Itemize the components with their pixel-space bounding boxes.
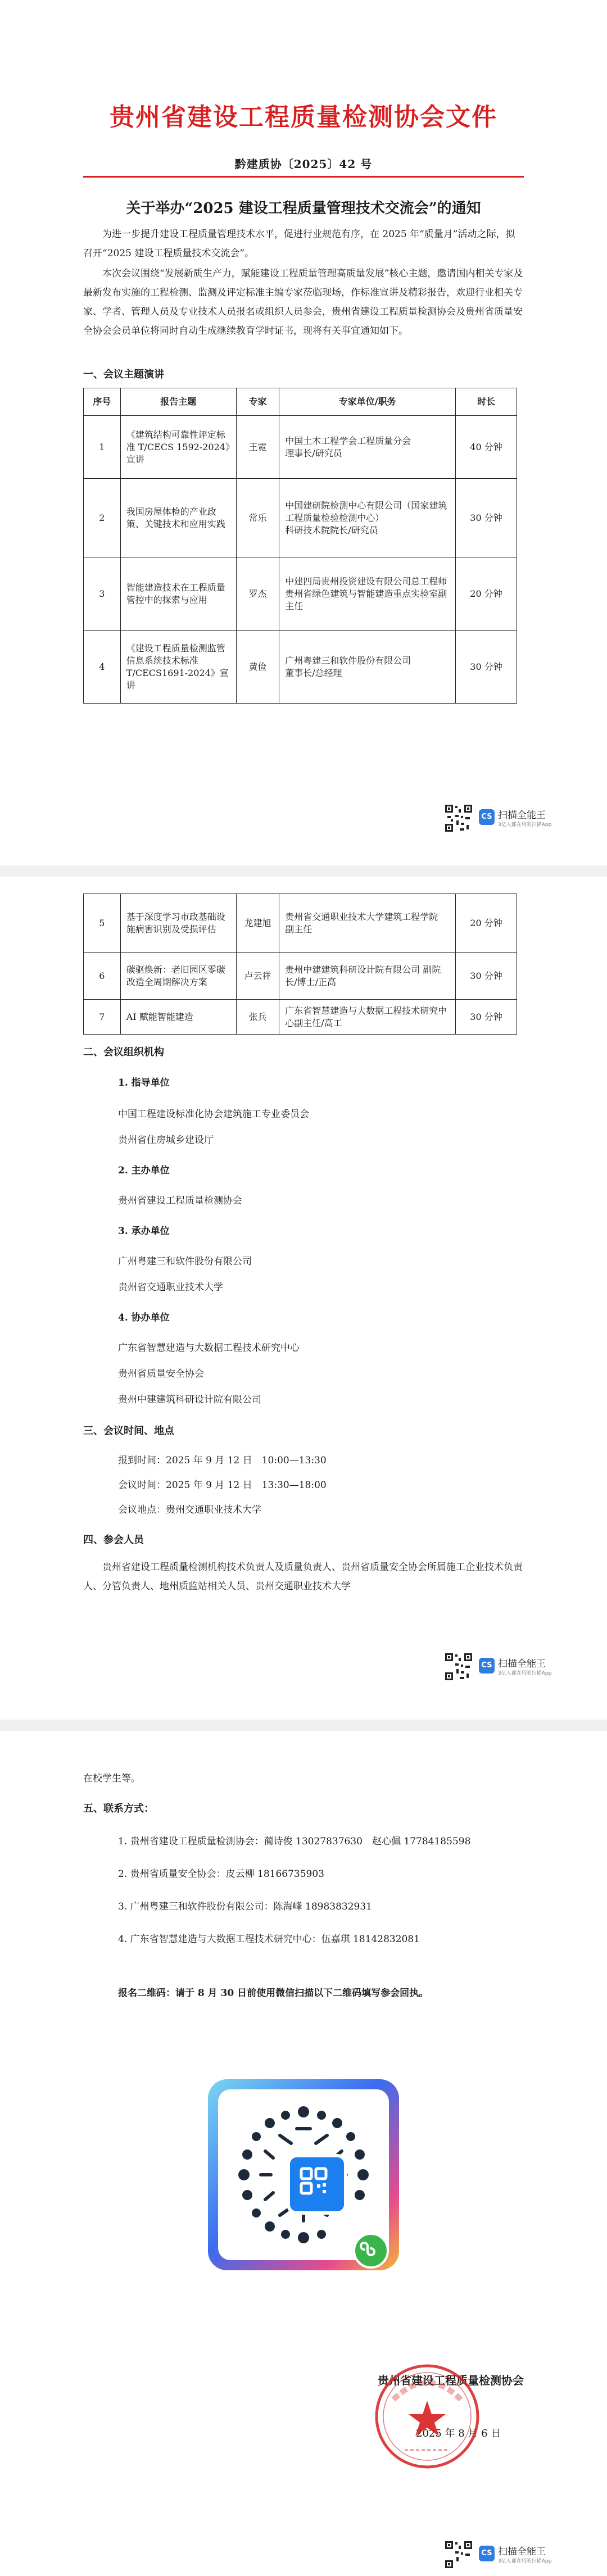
- org-item: 广东省智慧建造与大数据工程技术研究中心: [118, 1343, 300, 1354]
- column-header: 专家: [236, 388, 279, 416]
- scanner-brand: 扫描全能王: [498, 2546, 546, 2557]
- intro-paragraph-2: 本次会议围绕“发展新质生产力，赋能建设工程质量管理高质量发展”核心主题，邀请国内相关专家及最新发布实施的工程检测、监测及评定标准主编专家莅临现场，作标准宣讲及精彩报告，欢迎行业相关专家、学者、管理人员及专业技术人员报名或组织人员参会，贵州省建设工程质量检测协会及贵州省质量安全协会会员单位将同时自动生成继续教育学时证书，现将有关事宜通知如下。: [83, 268, 523, 337]
- org-item: 广州粤建三和软件股份有限公司: [118, 1256, 252, 1267]
- org-group-title: 1. 指导单位: [118, 1077, 170, 1089]
- qr-code-pattern: [218, 2089, 389, 2260]
- org-item: 贵州省建设工程质量检测协会: [118, 1195, 242, 1207]
- section-heading-speeches: 一、会议主题演讲: [83, 369, 164, 380]
- column-header: 专家单位/职务: [279, 388, 456, 416]
- contact-line: 3. 广州粤建三和软件股份有限公司：陈海峰 18983832931: [118, 1901, 373, 1912]
- scanner-logo-icon: CS: [479, 2546, 495, 2561]
- report-topic: 《建设工程质量检测监管信息系统技术标准 T/CECS1691-2024》宣讲: [120, 631, 236, 704]
- scanner-tagline: 3亿人都在用的扫描App: [498, 822, 552, 828]
- org-item: 贵州省住房城乡建设厅: [118, 1135, 214, 1146]
- row-number: 4: [84, 631, 121, 704]
- duration: 20 分钟: [456, 557, 517, 631]
- report-topic: 碳驱焕新：老旧园区零碳改造全周期解决方案: [120, 953, 236, 1000]
- row-number: 7: [84, 1000, 121, 1035]
- registration-instruction: 报名二维码：请于 8 月 30 日前使用微信扫描以下二维码填写参会回执。: [118, 1988, 429, 1999]
- expert-name: 常乐: [236, 479, 279, 557]
- org-group-title: 3. 承办单位: [118, 1226, 170, 1237]
- expert-name: 卢云祥: [236, 953, 279, 1000]
- row-number: 6: [84, 953, 121, 1000]
- expert-name: 罗杰: [236, 557, 279, 631]
- duration: 20 分钟: [456, 894, 517, 953]
- section-heading-time-place: 三、会议时间、地点: [83, 1425, 174, 1437]
- signing-date: 2025 年 8 月 6 日: [416, 2428, 501, 2439]
- expert-affiliation: 中国建研院检测中心有限公司（国家建筑工程质量检验检测中心） 科研技术院院长/研究员: [279, 479, 456, 557]
- document-page-3: [0, 1731, 607, 2576]
- org-item: 贵州省交通职业技术大学: [118, 1282, 223, 1293]
- duration: 30 分钟: [456, 631, 517, 704]
- section-heading-contact: 五、联系方式：: [83, 1803, 154, 1815]
- report-topic: AI 赋能智能建造: [120, 1000, 236, 1035]
- org-item: 中国工程建设标准化协会建筑施工专业委员会: [118, 1109, 309, 1120]
- page-gap: [0, 865, 607, 877]
- expert-affiliation: 贵州中建建筑科研设计院有限公司 副院长/博士/正高: [279, 953, 456, 1000]
- scanner-logo-icon: CS: [479, 1658, 495, 1674]
- row-number: 3: [84, 557, 121, 631]
- column-header: 报告主题: [120, 388, 236, 416]
- scanner-logo-icon: CS: [479, 809, 495, 825]
- row-number: 2: [84, 479, 121, 557]
- table-row: [84, 479, 517, 557]
- table-header-row: [84, 388, 517, 416]
- wechat-mini-program-icon: [353, 2233, 389, 2269]
- expert-affiliation: 贵州省交通职业技术大学建筑工程学院 副主任: [279, 894, 456, 953]
- signing-organization: 贵州省建设工程质量检测协会: [378, 2374, 524, 2387]
- report-topic: 我国房屋体检的产业政策、关键技术和应用实践: [120, 479, 236, 557]
- table-row: [84, 953, 517, 1000]
- watermark-qr-icon: [444, 804, 473, 833]
- scanner-watermark: [444, 2540, 596, 2569]
- report-topic: 《建筑结构可靠性评定标准 T/CECS 1592-2024》宣讲: [120, 416, 236, 479]
- expert-name: 黄俭: [236, 631, 279, 704]
- report-topic: 智能建造技术在工程质量管控中的探索与应用: [120, 557, 236, 631]
- duration: 30 分钟: [456, 479, 517, 557]
- duration: 30 分钟: [456, 1000, 517, 1035]
- document-header-title: 贵州省建设工程质量检测协会文件: [110, 103, 497, 131]
- attendees-text: 贵州省建设工程质量检测机构技术负责人及质量负责人、贵州省质量安全协会所属施工企业技术负责人、分管负责人、地州质监站相关人员、贵州交通职业技术大学: [83, 1562, 523, 1592]
- expert-name: 张兵: [236, 1000, 279, 1035]
- row-number: 1: [84, 416, 121, 479]
- org-item: 贵州中建建筑科研设计院有限公司: [118, 1394, 261, 1405]
- expert-affiliation: 广东省智慧建造与大数据工程技术研究中心副主任/高工: [279, 1000, 456, 1035]
- meeting-place: 会议地点：贵州交通职业技术大学: [118, 1504, 261, 1516]
- document-page-2: [0, 877, 607, 1720]
- org-group-title: 4. 协办单位: [118, 1312, 170, 1323]
- meeting-time: 会议时间：2025 年 9 月 12 日 13:30—18:00: [118, 1480, 327, 1491]
- watermark-qr-icon: [444, 1652, 473, 1681]
- attendees-text-continued: 在校学生等。: [83, 1773, 141, 1784]
- table-row: [84, 1000, 517, 1035]
- table-row: [84, 894, 517, 953]
- org-group-title: 2. 主办单位: [118, 1165, 170, 1176]
- table-row: [84, 416, 517, 479]
- section-heading-organization: 二、会议组织机构: [83, 1046, 164, 1058]
- expert-affiliation: 广州粤建三和软件股份有限公司 董事长/总经理: [279, 631, 456, 704]
- duration: 30 分钟: [456, 953, 517, 1000]
- official-seal-icon: [371, 2360, 483, 2473]
- scanner-watermark: [444, 804, 596, 833]
- speech-schedule-table: [83, 388, 517, 704]
- document-number: 黔建质协〔2025〕42 号: [234, 157, 373, 171]
- scanner-tagline: 3亿人都在用的扫描App: [498, 2559, 552, 2564]
- duration: 40 分钟: [456, 416, 517, 479]
- qr-logo-icon: [287, 2154, 347, 2215]
- document-page-1: [0, 0, 607, 865]
- report-topic: 基于深度学习市政基础设施病害识别及受损评估: [120, 894, 236, 953]
- checkin-time: 报到时间：2025 年 9 月 12 日 10:00—13:30: [118, 1455, 327, 1466]
- expert-affiliation: 中国土木工程学会工程质量分会 理事长/研究员: [279, 416, 456, 479]
- section-heading-attendees: 四、参会人员: [83, 1534, 144, 1546]
- contact-line: 1. 贵州省建设工程质量检测协会：蔺诗俊 13027837630 赵心佩 17784185598: [118, 1836, 471, 1847]
- expert-name: 王霓: [236, 416, 279, 479]
- scanner-brand: 扫描全能王: [498, 810, 546, 821]
- registration-qr-code[interactable]: [208, 2079, 399, 2270]
- column-header: 序号: [84, 388, 121, 416]
- column-header: 时长: [456, 388, 517, 416]
- org-item: 贵州省质量安全协会: [118, 1368, 204, 1380]
- watermark-qr-icon: [444, 2540, 473, 2569]
- scanner-watermark: [444, 1652, 596, 1681]
- contact-line: 2. 贵州省质量安全协会：皮云柳 18166735903: [118, 1868, 325, 1880]
- notice-title: 关于举办“2025 建设工程质量管理技术交流会”的通知: [126, 200, 481, 217]
- red-divider-line: [83, 176, 524, 178]
- contact-line: 4. 广东省智慧建造与大数据工程技术研究中心：伍嘉琪 18142832081: [118, 1934, 420, 1945]
- expert-affiliation: 中建四局贵州投资建设有限公司总工程师 贵州省绿色建筑与智能建造重点实验室副主任: [279, 557, 456, 631]
- speech-schedule-table-continued: [83, 894, 517, 1035]
- row-number: 5: [84, 894, 121, 953]
- scanner-tagline: 3亿人都在用的扫描App: [498, 1671, 552, 1676]
- page-gap: [0, 1720, 607, 1731]
- scanner-brand: 扫描全能王: [498, 1658, 546, 1670]
- expert-name: 龙建旭: [236, 894, 279, 953]
- table-row: [84, 557, 517, 631]
- intro-paragraph-1: 为进一步提升建设工程质量管理技术水平，促进行业规范有序，在 2025 年“质量月”活动之际，拟召开“2025 建设工程质量技术交流会”。: [83, 229, 515, 259]
- table-row: [84, 631, 517, 704]
